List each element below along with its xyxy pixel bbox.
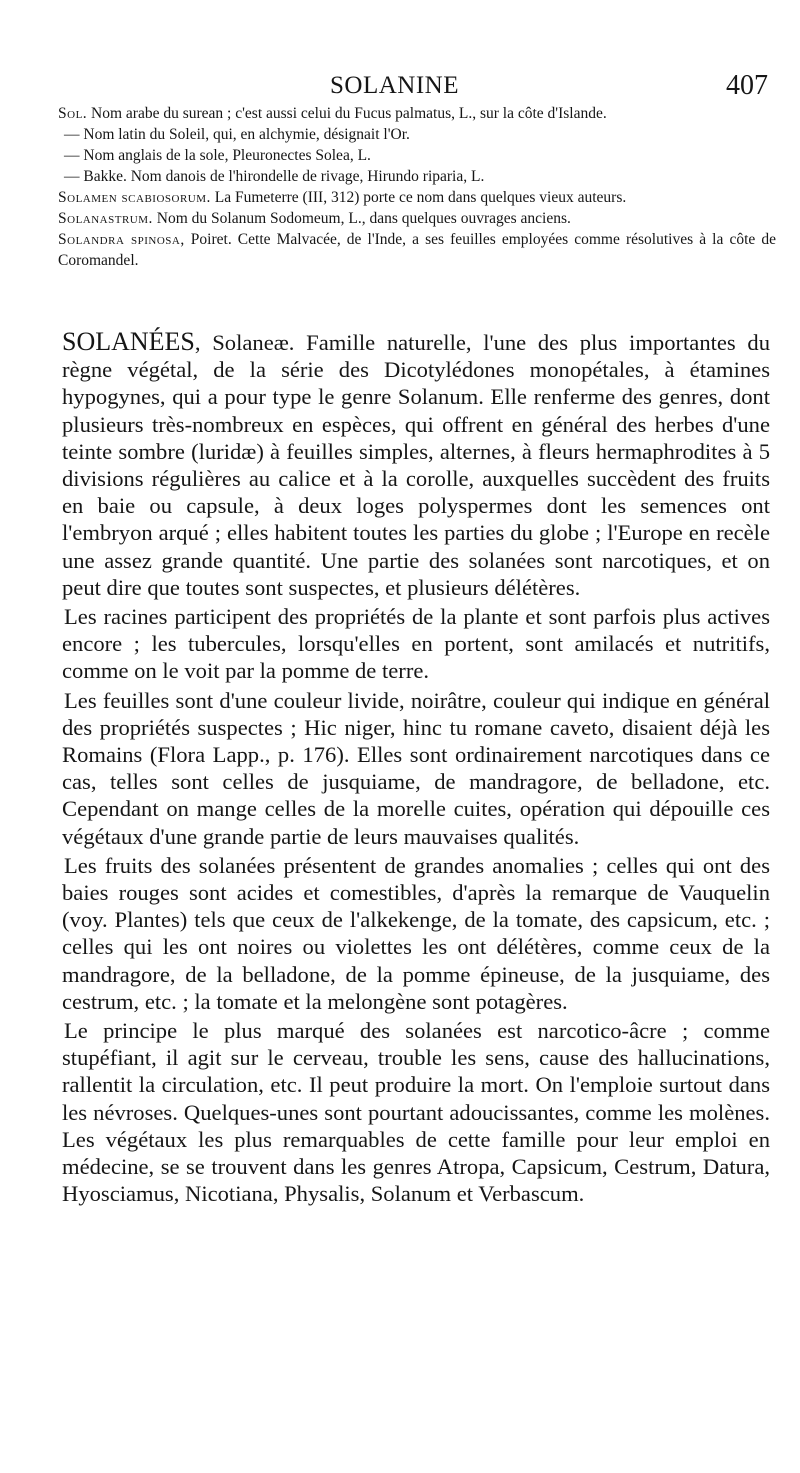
paragraph-1-text: , Solaneæ. Famille naturelle, l'une des plus importantes du règne végétal, de la série des Dicotylédones monopétales, à étamines hypogynes, qui a pour type le genre Solanum. Elle renferme des genres, dont plusieurs très-nombreux en espèces, qui offrent en général des herbes d'une teinte sombre (luridæ) à feuilles simples, alternes, à fleurs hermaphrodites à 5 divisions régulières au calice et à la corolle, auxquelles succèdent des fruits en baie ou capsule, à deux loges polyspermes dont les semences ont l'embryon arqué ; elles habitent toutes les parties du globe ; l'Europe en recèle une assez grande quantité. Une partie des solanées sont narcotiques, et on peut dire que toutes sont suspectes, et plusieurs délétères. — [62, 330, 770, 600]
small-entries — [58, 103, 776, 271]
entry-headword: Sol. — [58, 105, 88, 122]
entry-sol-danish: — Bakke. Nom danois de l'hirondelle de rivage, Hirundo riparia, L. — [64, 168, 485, 185]
entry-sol-latin: — Nom latin du Soleil, qui, en alchymie, désignait l'Or. — [64, 126, 410, 143]
page-number: 407 — [726, 70, 768, 101]
paragraph-1 — [62, 328, 770, 601]
entry-headword: Solanastrum. — [58, 210, 153, 227]
main-article — [62, 328, 770, 1210]
entry-headword: Solandra spinosa, — [58, 231, 185, 248]
running-head: SOLANINE — [330, 72, 459, 99]
entry-headword: Solamen scabiosorum. — [58, 189, 211, 206]
entry-sol-english: — Nom anglais de la sole, Pleuronectes Solea, L. — [64, 147, 371, 164]
paragraph-3: Les feuilles sont d'une couleur livide, noirâtre, couleur qui indique en général des propriétés suspectes ; Hic niger, hinc tu romane caveto, disaient déjà les Romains (Flora Lapp., p. 176). Elles sont ordinairement narcotiques dans ce cas, telles sont celles de jusquiame, de mandragore, de belladone, etc. Cependant on mange celles de la morelle cuites, opération qui dépouille ces végétaux d'une grande partie de leurs mauvaises qualités. — [62, 687, 770, 849]
entry-text: Nom arabe du surean ; c'est aussi celui du Fucus palmatus, L., sur la côte d'Islande. — [87, 105, 607, 122]
page-header — [0, 68, 800, 104]
paragraph-4: Les fruits des solanées présentent de grandes anomalies ; celles qui ont des baies rouges sont acides et comestibles, d'après la remarque de Vauquelin (voy. Plantes) tels que ceux de l'alkekenge, de la tomate, des capsicum, etc. ; celles qui les ont noires ou violettes les ont délétères, comme ceux de la mandragore, de la belladone, de la pomme épineuse, de la jusquiame, des cestrum, etc. ; la tomate et la melongène sont potagères. — [62, 852, 770, 1014]
entry-sol — [58, 103, 776, 124]
paragraph-2: Les racines participent des propriétés de la plante et sont parfois plus actives encore ; les tubercules, lorsqu'elles en portent, sont amilacés et nutritifs, comme on le voit par la pomme de terre. — [62, 604, 770, 684]
paragraph-5: Le principe le plus marqué des solanées est narcotico-âcre ; comme stupéfiant, il agit sur le cerveau, trouble les sens, cause des hallucinations, rallentit la circulation, etc. Il peut produire la mort. On l'emploie surtout dans les névroses. Quelques-unes sont pourtant adoucissantes, comme les molènes. Les végétaux les plus remarquables de cette famille pour leur emploi en médecine, se se trouvent dans les genres Atropa, Capsicum, Cestrum, Datura, Hyosciamus, Nicotiana, Physalis, Solanum et Verbascum. — [62, 1018, 770, 1207]
entry-solamen — [58, 187, 776, 208]
article-headword: SOLANÉES — [62, 327, 195, 356]
entry-text: Poiret. Cette Malvacée, de l'Inde, a ses feuilles employées comme résolutives à la côte de Coromandel. — [58, 231, 776, 269]
entry-solanastrum — [58, 208, 776, 229]
entry-text: Nom du Solanum Sodomeum, L., dans quelques ouvrages anciens. — [152, 210, 571, 227]
entry-text: La Fumeterre (III, 312) porte ce nom dans quelques vieux auteurs. — [210, 189, 627, 206]
entry-solandra — [58, 229, 776, 271]
